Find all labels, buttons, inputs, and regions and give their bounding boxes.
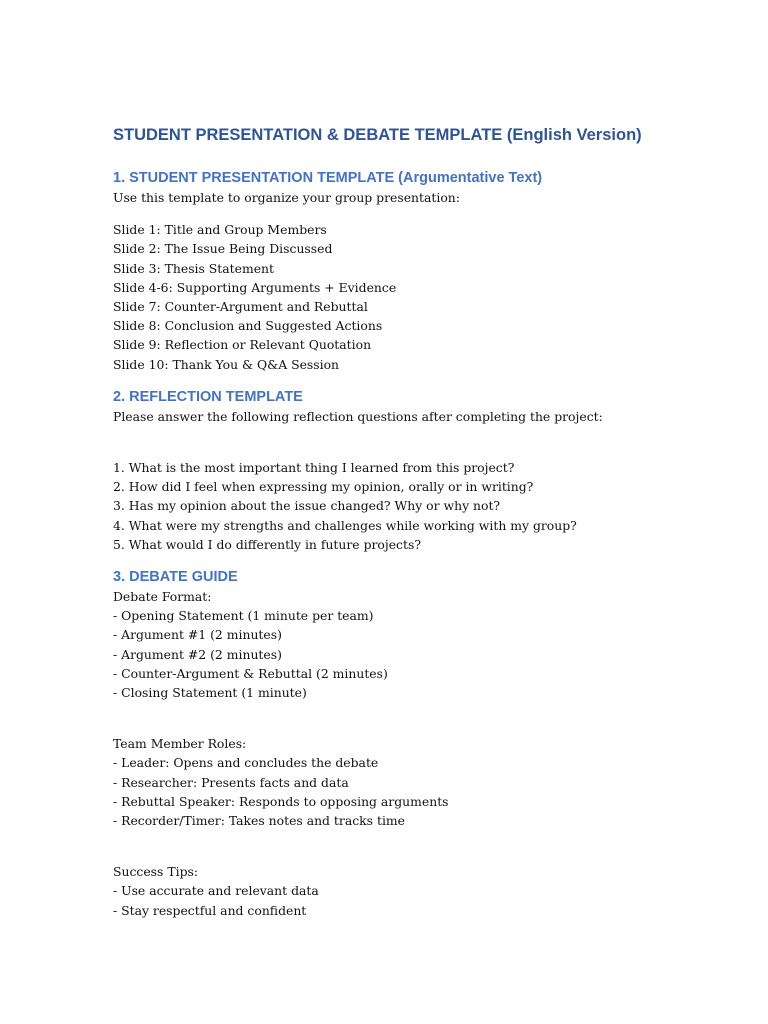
slide-list bbox=[113, 220, 733, 374]
list-item: Slide 2: The Issue Being Discussed bbox=[113, 241, 333, 257]
list-item: - Argument #1 (2 minutes) bbox=[113, 627, 282, 643]
list-item: Slide 7: Counter-Argument and Rebuttal bbox=[113, 299, 368, 315]
list-item: 5. What would I do differently in future projects? bbox=[113, 536, 421, 552]
section-heading-presentation: 1. STUDENT PRESENTATION TEMPLATE (Argumentative Text) bbox=[113, 170, 543, 186]
success-tips-block bbox=[113, 862, 733, 920]
list-item: - Recorder/Timer: Takes notes and tracks time bbox=[113, 813, 405, 829]
list-item: - Researcher: Presents facts and data bbox=[113, 774, 349, 790]
section-intro-presentation: Use this template to organize your group presentation: bbox=[113, 190, 460, 205]
list-item: 4. What were my strengths and challenges while working with my group? bbox=[113, 517, 577, 533]
list-item: 3. Has my opinion about the issue changed? Why or why not? bbox=[113, 498, 501, 514]
list-item: - Opening Statement (1 minute per team) bbox=[113, 608, 374, 624]
document-title: STUDENT PRESENTATION & DEBATE TEMPLATE (English Version) bbox=[113, 126, 642, 144]
reflection-question-list bbox=[113, 458, 733, 554]
section-intro-reflection: Please answer the following reflection questions after completing the project: bbox=[113, 408, 603, 424]
list-item: 1. What is the most important thing I learned from this project? bbox=[113, 460, 515, 476]
list-item: Slide 4-6: Supporting Arguments + Evidence bbox=[113, 279, 397, 295]
document-page bbox=[113, 124, 733, 920]
list-item: - Use accurate and relevant data bbox=[113, 883, 319, 899]
section-heading-debate: 3. DEBATE GUIDE bbox=[113, 569, 238, 586]
list-item: Slide 8: Conclusion and Suggested Actions bbox=[113, 318, 383, 334]
team-roles-label: Team Member Roles: bbox=[113, 736, 247, 752]
list-item: Slide 9: Reflection or Relevant Quotation bbox=[113, 337, 372, 353]
debate-format-block bbox=[113, 587, 733, 702]
list-item: - Counter-Argument & Rebuttal (2 minutes) bbox=[113, 665, 388, 681]
debate-format-label: Debate Format: bbox=[113, 589, 212, 605]
success-tips-label: Success Tips: bbox=[113, 864, 199, 880]
list-item: - Stay respectful and confident bbox=[113, 902, 307, 918]
list-item: Slide 3: Thesis Statement bbox=[113, 260, 275, 276]
list-item: Slide 1: Title and Group Members bbox=[113, 222, 327, 238]
list-item: Slide 10: Thank You & Q&A Session bbox=[113, 356, 340, 372]
list-item: - Rebuttal Speaker: Responds to opposing arguments bbox=[113, 793, 449, 809]
list-item: - Leader: Opens and concludes the debate bbox=[113, 755, 379, 771]
team-roles-block bbox=[113, 734, 733, 830]
list-item: - Argument #2 (2 minutes) bbox=[113, 646, 282, 662]
section-heading-reflection: 2. REFLECTION TEMPLATE bbox=[113, 388, 303, 405]
list-item: 2. How did I feel when expressing my opinion, orally or in writing? bbox=[113, 479, 534, 495]
list-item: - Closing Statement (1 minute) bbox=[113, 685, 307, 701]
